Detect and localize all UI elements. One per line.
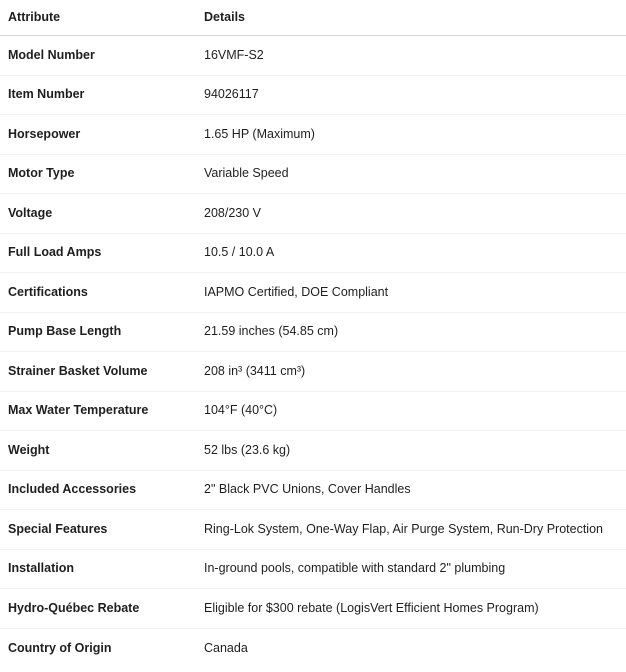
table-row	[0, 155, 626, 195]
attribute-cell: Model Number	[8, 47, 95, 62]
attribute-cell: Special Features	[8, 521, 108, 536]
details-cell: Eligible for $300 rebate (LogisVert Efficient Homes Program)	[204, 600, 539, 615]
attribute-cell: Installation	[8, 561, 74, 576]
table-row	[0, 629, 626, 669]
attribute-cell: Pump Base Length	[8, 324, 122, 339]
header-details: Details	[204, 10, 245, 24]
attribute-cell: Max Water Temperature	[8, 403, 149, 418]
details-cell: IAPMO Certified, DOE Compliant	[204, 284, 389, 299]
attribute-cell: Full Load Amps	[8, 245, 102, 260]
table-row	[0, 313, 626, 353]
details-cell: 208/230 V	[204, 205, 261, 220]
table-row	[0, 589, 626, 629]
details-cell: Variable Speed	[204, 166, 289, 181]
attribute-cell: Weight	[8, 442, 50, 457]
table-row	[0, 115, 626, 155]
attribute-cell: Included Accessories	[8, 482, 137, 497]
attribute-cell: Hydro-Québec Rebate	[8, 600, 140, 615]
attribute-cell: Item Number	[8, 87, 85, 102]
details-cell: 52 lbs (23.6 kg)	[204, 442, 291, 457]
attribute-cell: Certifications	[8, 284, 88, 299]
table-header-row	[0, 0, 626, 36]
table-row	[0, 273, 626, 313]
details-cell: 21.59 inches (54.85 cm)	[204, 324, 339, 339]
details-cell: 104°F (40°C)	[204, 403, 278, 418]
attribute-cell: Motor Type	[8, 166, 75, 181]
header-attribute: Attribute	[8, 10, 61, 24]
table-row	[0, 36, 626, 76]
details-cell: 10.5 / 10.0 A	[204, 245, 275, 260]
attribute-cell: Country of Origin	[8, 640, 112, 655]
attribute-cell: Strainer Basket Volume	[8, 363, 148, 378]
attribute-cell: Voltage	[8, 205, 53, 220]
details-cell: Canada	[204, 640, 248, 655]
table-row	[0, 352, 626, 392]
table-row	[0, 194, 626, 234]
table-row	[0, 392, 626, 432]
details-cell: Ring-Lok System, One-Way Flap, Air Purge System, Run-Dry Protection	[204, 521, 603, 536]
details-cell: 1.65 HP (Maximum)	[204, 126, 315, 141]
details-cell: 2" Black PVC Unions, Cover Handles	[204, 482, 411, 497]
details-cell: 208 in³ (3411 cm³)	[204, 363, 306, 378]
table-row	[0, 234, 626, 274]
table-row	[0, 510, 626, 550]
table-row	[0, 76, 626, 116]
table-row	[0, 550, 626, 590]
table-row	[0, 471, 626, 511]
details-cell: 94026117	[204, 87, 259, 102]
details-cell: In-ground pools, compatible with standard 2" plumbing	[204, 561, 506, 576]
details-cell: 16VMF-S2	[204, 47, 264, 62]
table-row	[0, 431, 626, 471]
attribute-cell: Horsepower	[8, 126, 81, 141]
